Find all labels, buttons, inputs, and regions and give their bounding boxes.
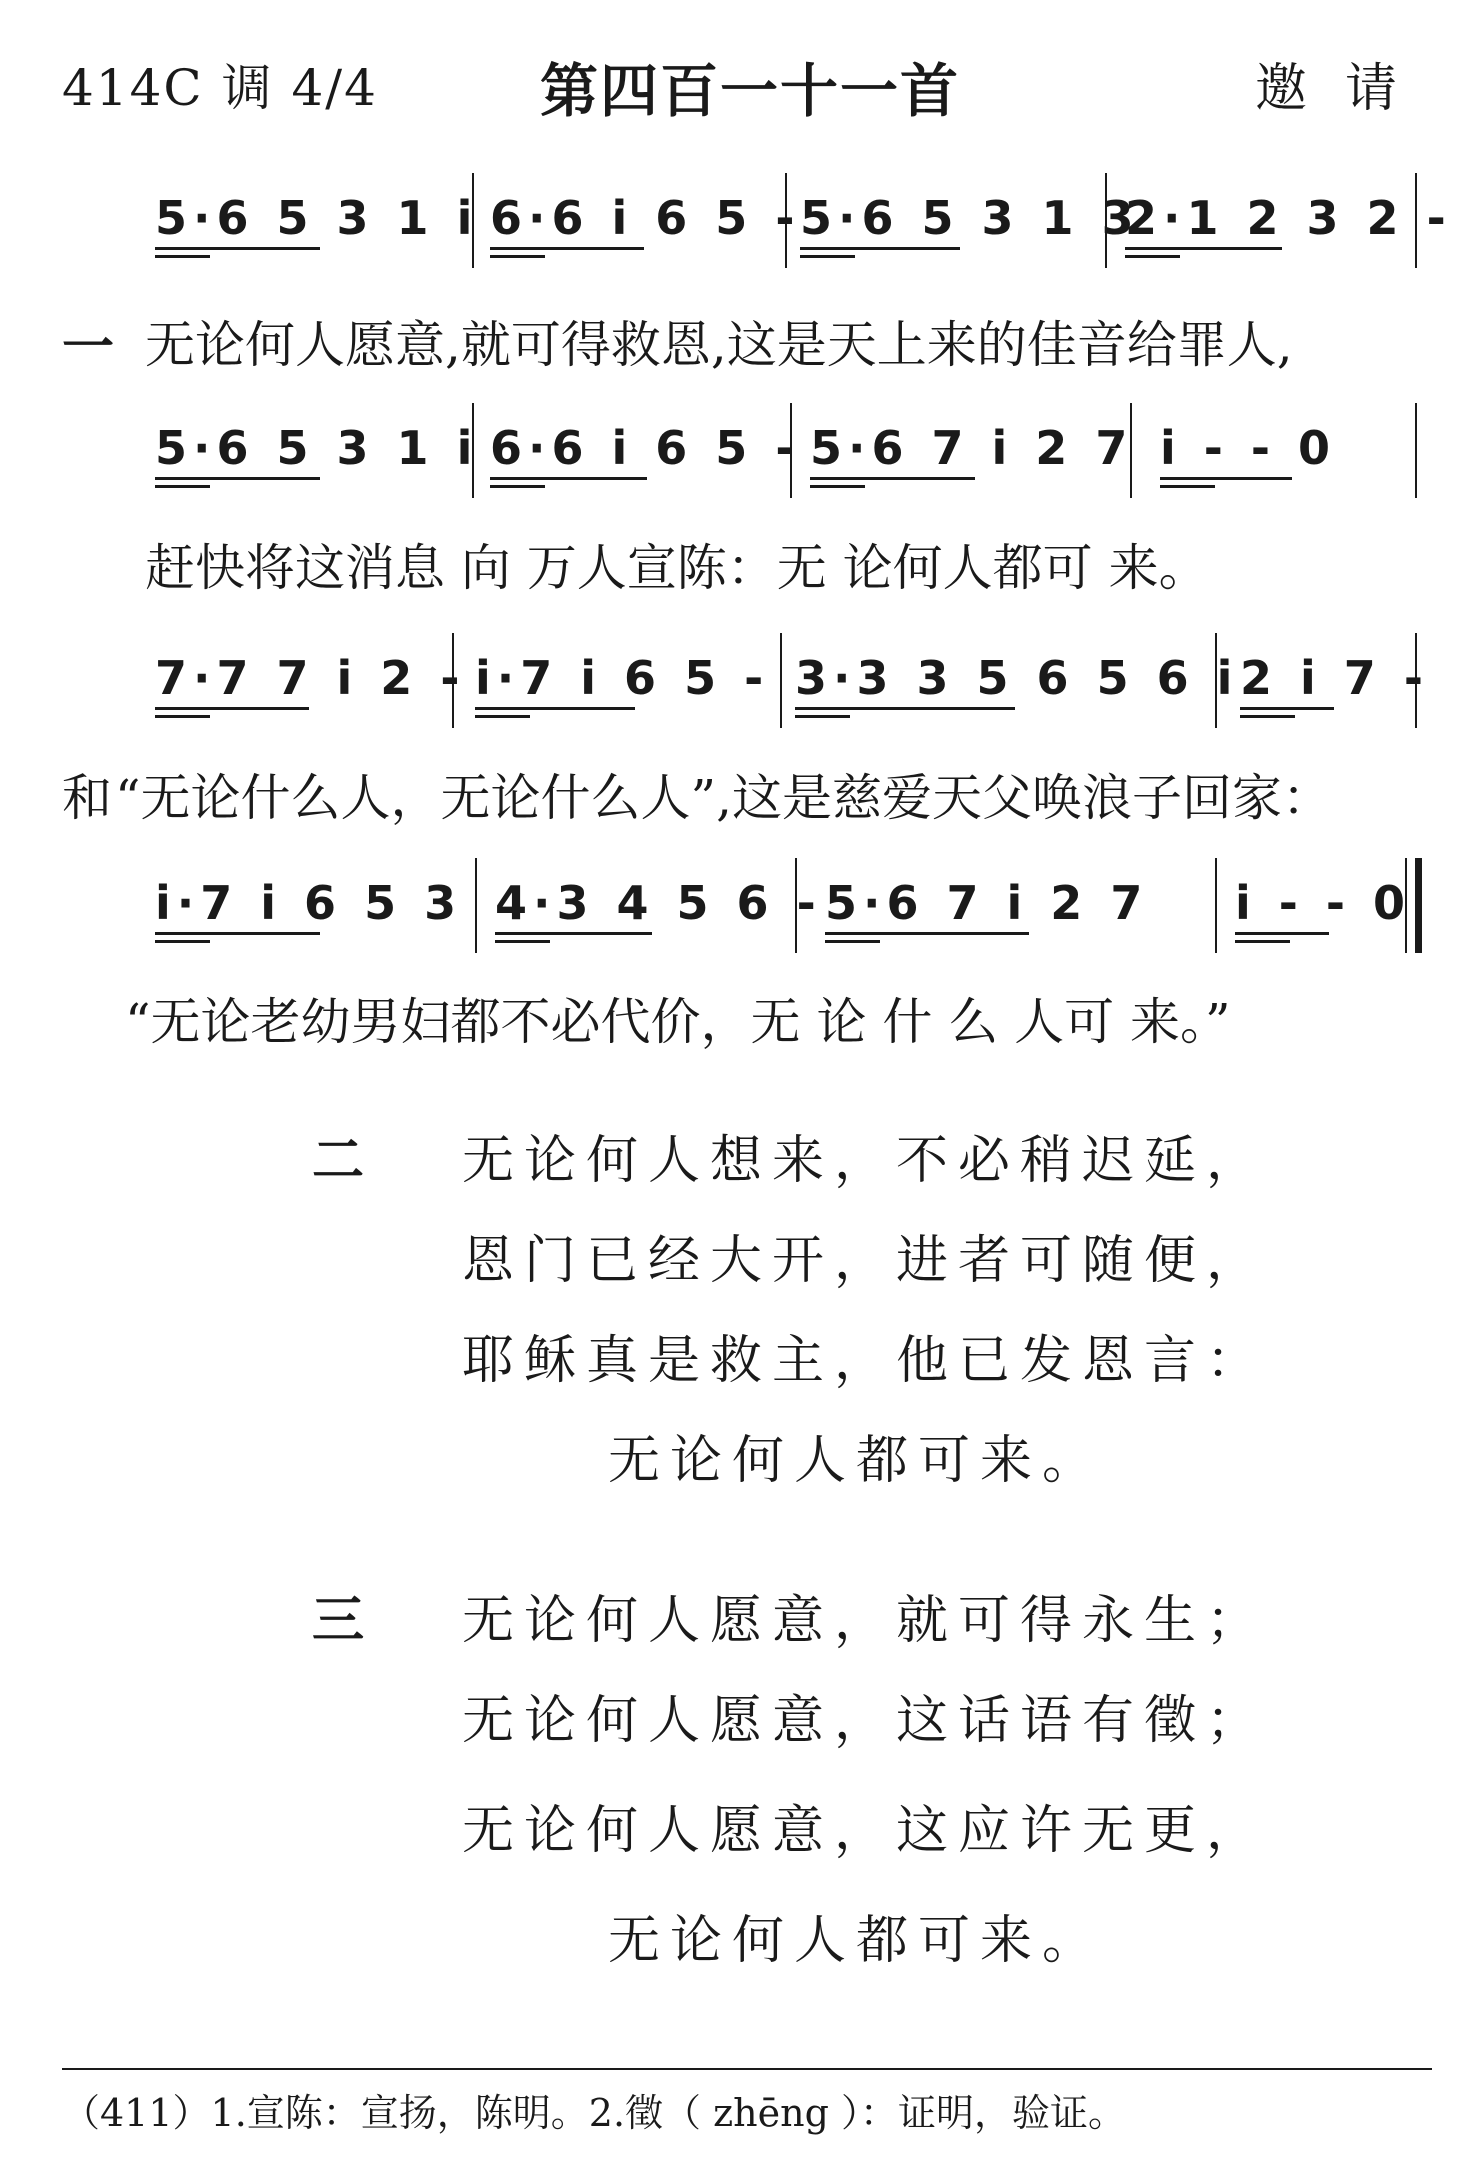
beam-line [1160, 477, 1292, 480]
stanza-1-number: 一 [62, 317, 115, 378]
hymn-number-key: 414C 调 4/4 [62, 59, 378, 117]
final-barline [1415, 858, 1422, 953]
beam-line [155, 707, 309, 710]
beam-line-double [825, 940, 880, 943]
beam-line [800, 247, 960, 250]
beam-line [155, 477, 320, 480]
beam-line-double [1240, 715, 1295, 718]
beam-line [1125, 247, 1282, 250]
measure-3-3: 3·3 3 5 6 5 6 i [795, 651, 1239, 705]
measure-1-4: 2·1 2 3 2 - [1125, 191, 1452, 245]
beam-line-double [155, 715, 210, 718]
beam-line [475, 707, 635, 710]
barline [475, 858, 477, 953]
stanza-2-line: 无论何人都可来。 [608, 1431, 1105, 1491]
stanza-2-number: 二 [312, 1130, 365, 1191]
stanza-3-line: 无论何人都可来。 [608, 1911, 1105, 1971]
measure-3-2: i·7 i 6 5 - [475, 651, 770, 705]
beam-line [1235, 932, 1329, 935]
stanza-3-line: 无论何人愿意，这话语有徵； [462, 1691, 1269, 1751]
measure-2-3: 5·6 7 i 2 7 [810, 421, 1134, 475]
beam-line [155, 932, 320, 935]
lyric-line-3-prefix: 和 [62, 769, 112, 827]
beam-line-double [155, 940, 210, 943]
measure-2-4: i - - 0 [1160, 421, 1337, 475]
measure-2-2: 6·6 i 6 5 - [490, 421, 801, 475]
measure-4-3: 5·6 7 i 2 7 [825, 876, 1149, 930]
stanza-3-line: 无论何人愿意，就可得永生； [462, 1591, 1269, 1651]
measure-4-2: 4·3 4 5 6 - [495, 876, 822, 930]
measure-3-1: 7·7 7 i 2 - [155, 651, 466, 705]
stanza-2-line: 无论何人想来，不必稍迟延， [462, 1131, 1269, 1191]
beam-line [825, 932, 1029, 935]
measure-2-1: 5·6 5 3 1 i [155, 421, 479, 475]
beam-line-double [495, 940, 550, 943]
measure-1-2: 6·6 i 6 5 - [490, 191, 801, 245]
beam-line-double [795, 715, 850, 718]
measure-4-1: i·7 i 6 5 3 [155, 876, 463, 930]
lyric-line-1: 无论何人愿意,就可得救恩,这是天上来的佳音给罪人, [145, 316, 1293, 374]
beam-line-double [1235, 940, 1290, 943]
beam-line-double [490, 485, 545, 488]
beam-line [155, 247, 320, 250]
beam-line [810, 477, 975, 480]
hymn-title: 第四百一十一首 [540, 57, 961, 125]
hymn-category: 邀请 [1255, 59, 1436, 119]
beam-line-double [490, 255, 545, 258]
beam-line [1240, 707, 1334, 710]
footnote: （411）1.宣陈：宣扬，陈明。2.徵（ zhēng ）：证明，验证。 [62, 2091, 1126, 2135]
beam-line [795, 707, 1015, 710]
beam-line-double [155, 485, 210, 488]
measure-3-4: 2 i 7 - [1240, 651, 1429, 705]
beam-line [495, 932, 652, 935]
stanza-3-line: 无论何人愿意，这应许无更， [462, 1801, 1269, 1861]
beam-line-double [800, 255, 855, 258]
measure-4-4: i - - 0 [1235, 876, 1412, 930]
barline [1215, 858, 1217, 953]
lyric-line-2: 赶快将这消息 向 万人宣陈：无 论何人都可 来。 [145, 539, 1209, 597]
beam-line-double [155, 255, 210, 258]
beam-line-double [1160, 485, 1215, 488]
stanza-2-line: 耶稣真是救主，他已发恩言： [462, 1331, 1269, 1391]
footnote-divider [62, 2068, 1432, 2070]
lyric-line-4: “无论老幼男妇都不必代价，无 论 什 么 人可 来。” [125, 993, 1231, 1051]
measure-1-1: 5·6 5 3 1 i [155, 191, 479, 245]
beam-line-double [810, 485, 865, 488]
beam-line [490, 247, 644, 250]
measure-1-3: 5·6 5 3 1 3 [800, 191, 1140, 245]
beam-line [490, 477, 647, 480]
barline [780, 633, 782, 728]
stanza-3-number: 三 [312, 1590, 365, 1651]
beam-line-double [475, 715, 530, 718]
stanza-2-line: 恩门已经大开，进者可随便， [462, 1231, 1269, 1291]
lyric-line-3: “无论什么人，无论什么人”,这是慈爱天父唤浪子回家： [115, 769, 1333, 827]
barline [1415, 403, 1417, 498]
beam-line-double [1125, 255, 1180, 258]
